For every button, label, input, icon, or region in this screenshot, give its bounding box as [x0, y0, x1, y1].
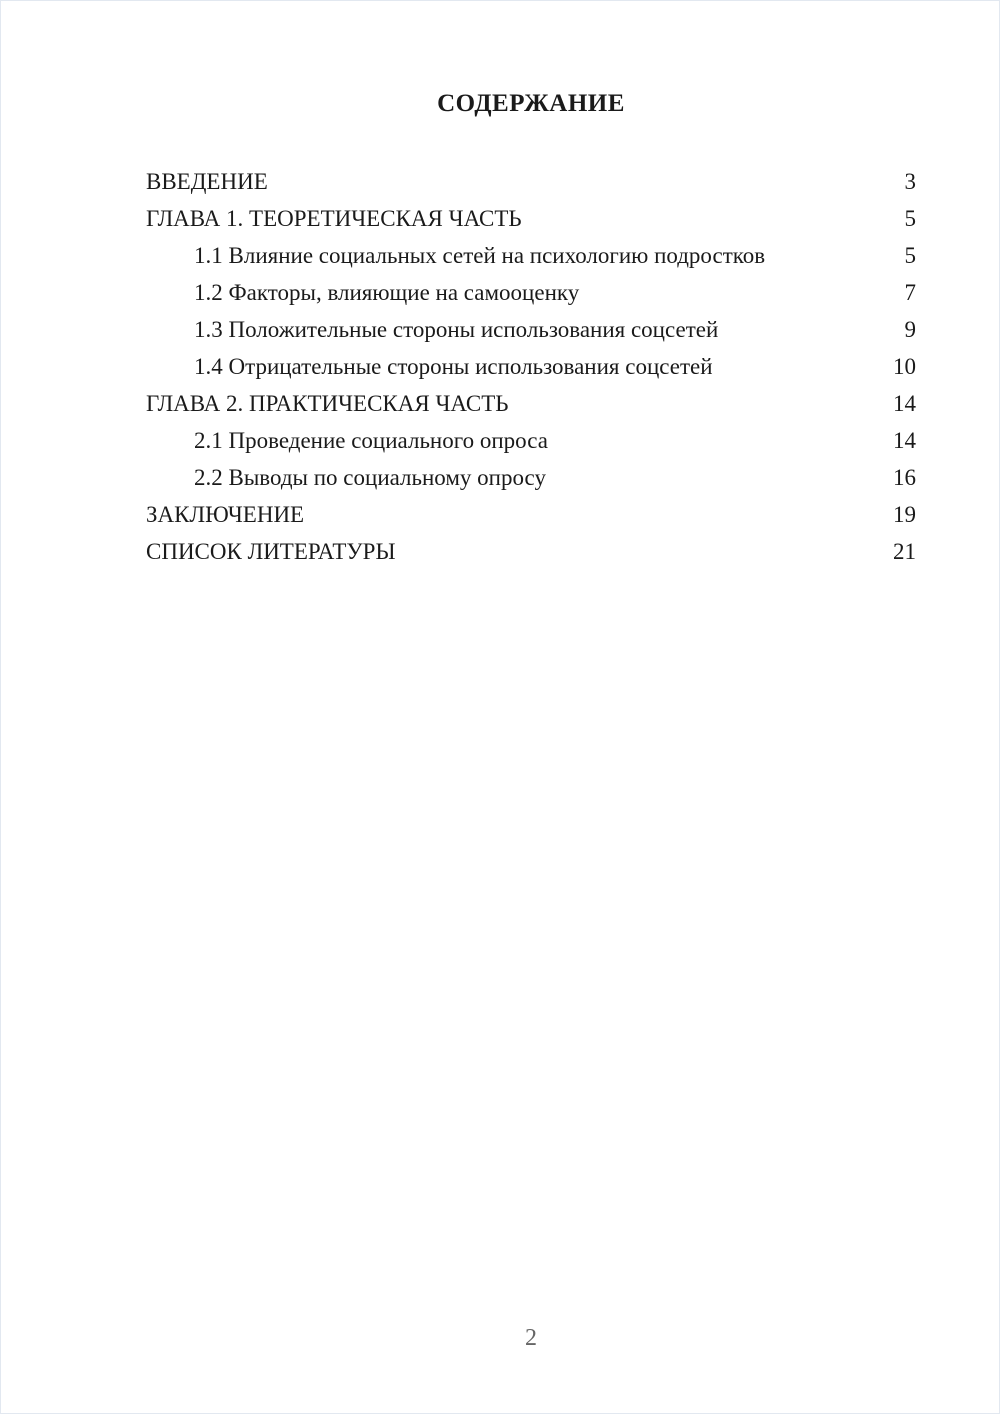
toc-entry-page: 10	[893, 354, 916, 379]
table-of-contents	[146, 163, 916, 570]
toc-entry	[146, 237, 916, 274]
toc-entry	[146, 200, 916, 237]
toc-entry	[146, 496, 916, 533]
toc-entry-label: 1.4 Отрицательные стороны использования соцсетей	[194, 354, 713, 379]
toc-entry-label: 1.3 Положительные стороны использования соцсетей	[194, 317, 719, 342]
toc-entry-page: 3	[904, 169, 916, 194]
toc-entry-page: 16	[893, 465, 916, 490]
toc-entry-label: СПИСОК ЛИТЕРАТУРЫ	[146, 539, 396, 564]
toc-entry	[146, 385, 916, 422]
toc-entry-label: 1.1 Влияние социальных сетей на психологию подростков	[194, 243, 766, 268]
toc-entry-label: ГЛАВА 2. ПРАКТИЧЕСКАЯ ЧАСТЬ	[146, 391, 509, 416]
toc-entry-label: ЗАКЛЮЧЕНИЕ	[146, 502, 305, 527]
page-footer	[146, 1323, 916, 1353]
toc-entry	[146, 348, 916, 385]
toc-entry-page: 14	[893, 428, 916, 453]
toc-entry	[146, 533, 916, 570]
toc-entry	[146, 422, 916, 459]
toc-entry-page: 14	[893, 391, 916, 416]
toc-entry-label: 2.2 Выводы по социальному опросу	[194, 465, 546, 490]
toc-entry-label: 1.2 Факторы, влияющие на самооценку	[194, 280, 580, 305]
toc-entry-label: 2.1 Проведение социального опроса	[194, 428, 548, 453]
page-content	[1, 89, 999, 570]
toc-entry-page: 5	[904, 206, 916, 231]
toc-entry	[146, 163, 916, 200]
toc-entry-page: 7	[904, 280, 916, 305]
page-number: 2	[525, 1325, 537, 1351]
toc-entry-label: ГЛАВА 1. ТЕОРЕТИЧЕСКАЯ ЧАСТЬ	[146, 206, 522, 231]
toc-entry-page: 9	[904, 317, 916, 342]
page-title: СОДЕРЖАНИЕ	[437, 90, 625, 117]
toc-entry-page: 21	[893, 539, 916, 564]
toc-entry	[146, 459, 916, 496]
toc-entry-label: ВВЕДЕНИЕ	[146, 169, 268, 194]
toc-entry-page: 19	[893, 502, 916, 527]
toc-entry	[146, 274, 916, 311]
toc-entry	[146, 311, 916, 348]
toc-entry-page: 5	[904, 243, 916, 268]
